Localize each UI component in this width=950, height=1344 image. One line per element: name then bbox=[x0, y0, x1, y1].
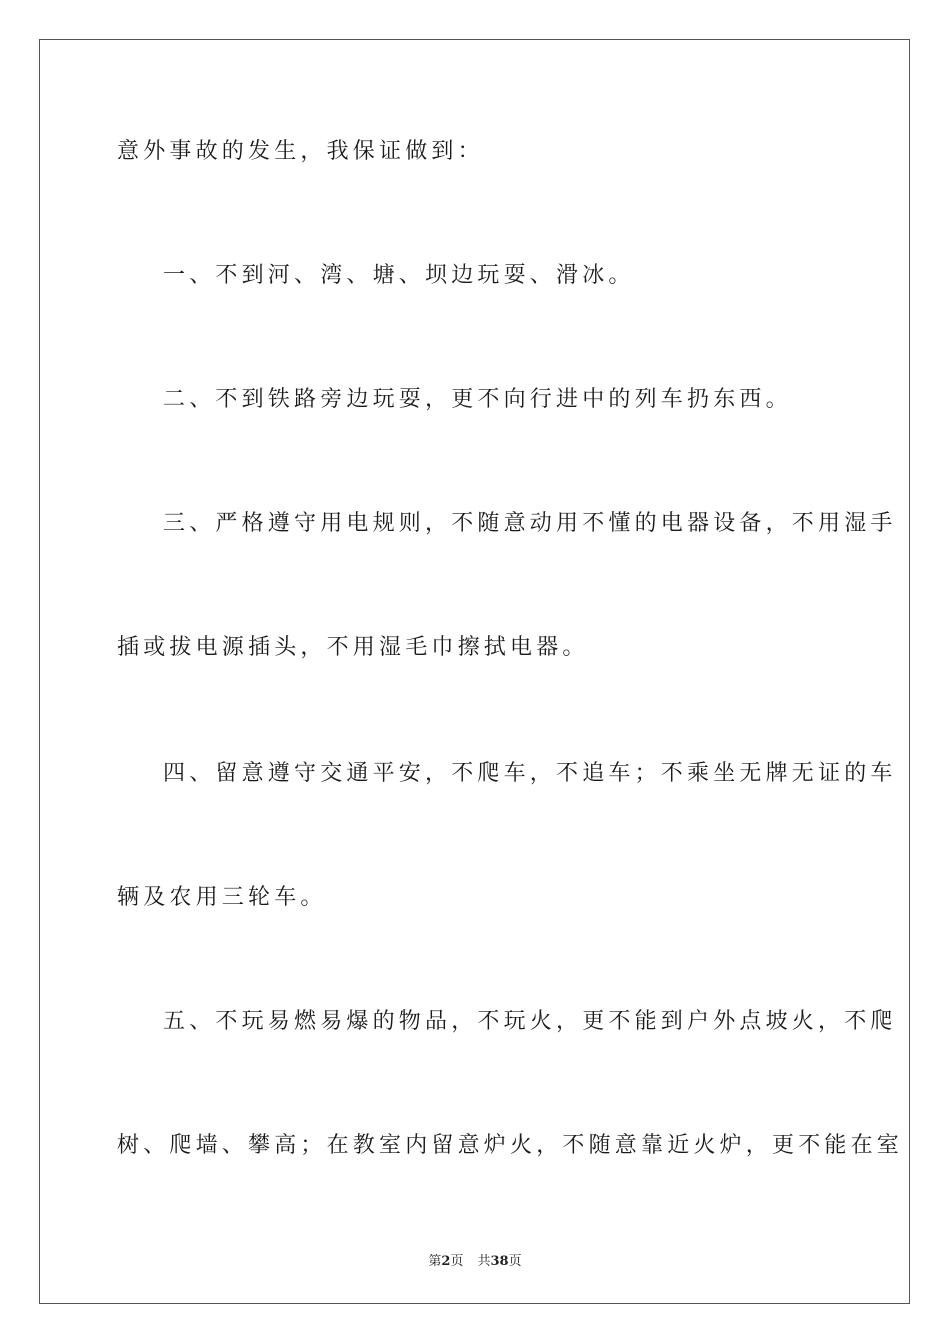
page-suffix: 页 bbox=[450, 1254, 464, 1269]
body-line-6: 四、留意遵守交通平安，不爬车，不追车；不乘坐无牌无证的车 bbox=[163, 761, 897, 786]
body-line-3: 二、不到铁路旁边玩耍，更不向行进中的列车扔东西。 bbox=[163, 387, 792, 412]
body-line-8: 五、不玩易燃易爆的物品，不玩火，更不能到户外点坡火，不爬 bbox=[163, 1009, 897, 1034]
body-line-5: 插或拔电源插头，不用湿毛巾擦拭电器。 bbox=[117, 635, 589, 660]
total-pages: 38 bbox=[490, 1254, 509, 1269]
body-line-1: 意外事故的发生，我保证做到： bbox=[117, 139, 484, 164]
page-prefix: 第 bbox=[428, 1254, 442, 1269]
page-footer bbox=[0, 1250, 950, 1269]
body-line-2: 一、不到河、湾、塘、坝边玩耍、滑冰。 bbox=[163, 263, 635, 288]
total-prefix: 共 bbox=[477, 1254, 491, 1269]
total-suffix: 页 bbox=[508, 1254, 522, 1269]
body-line-7: 辆及农用三轮车。 bbox=[117, 885, 327, 910]
body-line-4: 三、严格遵守用电规则，不随意动用不懂的电器设备，不用湿手 bbox=[163, 511, 897, 536]
body-line-9: 树、爬墙、攀高；在教室内留意炉火，不随意靠近火炉，更不能在室 bbox=[117, 1133, 904, 1158]
page-frame bbox=[39, 39, 910, 1304]
page-number: 2 bbox=[441, 1254, 451, 1269]
